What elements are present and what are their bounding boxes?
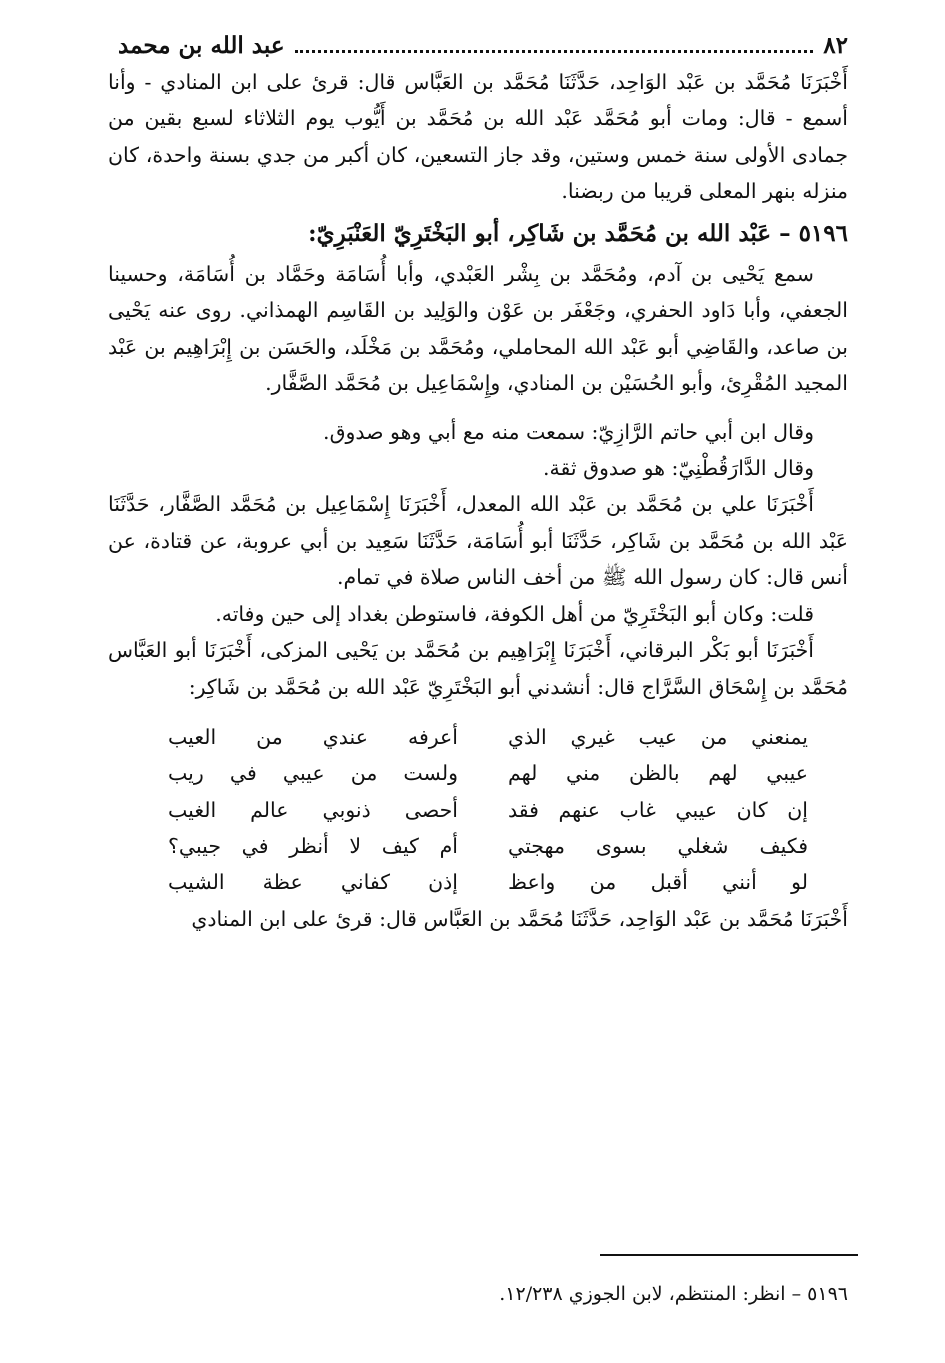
footnote: ٥١٩٦ – انظر: المنتظم، لابن الجوزي ١٢/٢٣٨. xyxy=(499,1283,848,1305)
poem-second-hemistich: ولست من عيبي في ريب xyxy=(168,761,458,786)
poem-verse xyxy=(108,792,848,828)
poem-verse xyxy=(108,719,848,755)
header-dot-leader xyxy=(295,38,814,53)
poem-first-hemistich: فكيف شغلي بسوى مهجتي xyxy=(508,834,808,859)
poem-first-hemistich: لو أنني أقبل من واعظ xyxy=(508,870,808,895)
paragraph-6: قلت: وكان أبو البَخْتَرِيّ من أهل الكوفة، فاستوطن بغداد إلى حين وفاته. xyxy=(215,601,814,626)
poem-first-hemistich: عيبي لهم بالظن مني لهم xyxy=(508,761,808,786)
poem-second-hemistich: أحصى ذنوبي عالم الغيب xyxy=(168,797,458,822)
paragraph-8: أَخْبَرَنَا مُحَمَّد بن عَبْد الوَاحِد، حَدَّثَنَا مُحَمَّد بن العَبَّاس قال: قرئ على ابن المنادي xyxy=(191,906,848,931)
poem-second-hemistich: أم كيف لا أنظر في جيبي؟ xyxy=(168,834,458,859)
poem-second-hemistich: أعرفه عندي من العيب xyxy=(168,724,458,749)
poem-second-hemistich: إذن كفاني عظة الشيب xyxy=(168,870,458,895)
paragraph-4: وقال الدَّارَقُطْنِيّ: هو صدوق ثقة. xyxy=(543,456,814,481)
page-header xyxy=(118,28,848,62)
poem-verse xyxy=(108,828,848,864)
poem-verse xyxy=(108,864,848,900)
paragraph-3: وقال ابن أبي حاتم الرَّازِيّ: سمعت منه مع أبي وهو صدوق. xyxy=(323,419,814,444)
page-body xyxy=(108,64,848,937)
poem xyxy=(108,719,848,901)
footnote-rule xyxy=(600,1254,858,1256)
poem-verse xyxy=(108,755,848,791)
paragraph-7: أَخْبَرَنَا أبو بَكْر البرقاني، أَخْبَرَنَا إِبْرَاهِيم بن مُحَمَّد بن يَحْيى المزكى، أَخْبَرَنَا أبو العَبَّاس مُحَمَّد بن إِسْحَاق السَّرَّاج قال: أنشدني أبو البَخْتَرِيّ عَبْد الله بن مُحَمَّد بن شَاكِر: xyxy=(108,638,848,699)
running-title: عبد الله بن محمد xyxy=(118,31,285,59)
paragraph-5: أَخْبَرَنَا علي بن مُحَمَّد بن عَبْد الله المعدل، أَخْبَرَنَا إِسْمَاعِيل بن مُحَمَّد الصَّفَّار، حَدَّثَنَا عَبْد الله بن مُحَمَّد بن شَاكِر، حَدَّثَنَا أبو أُسَامَة، حَدَّثَنَا سَعِيد بن أبي عروبة، عن قتادة، عن أنس قال: كان رسول الله ﷺ من أخف الناس صلاة في تمام. xyxy=(108,492,848,590)
poem-first-hemistich: إن كان عيبي غاب عنهم فقد xyxy=(508,797,808,822)
paragraph-1: أَخْبَرَنَا مُحَمَّد بن عَبْد الوَاحِد، حَدَّثَنَا مُحَمَّد بن العَبَّاس قال: قرئ على ابن المنادي - وأنا أسمع - قال: ومات أبو مُحَمَّد عَبْد الله بن مُحَمَّد بن أَيُّوب يوم الثلاثاء لسبع بقين من جمادى الأولى سنة خمس وستين، وقد جاز التسعين، كان أكبر من جدي بسنة واحدة، كان منزله بنهر المعلى قريبا من ربضنا. xyxy=(108,70,848,204)
paragraph-2: سمع يَحْيى بن آدم، ومُحَمَّد بن بِشْر العَبْدي، وأبا أُسَامَة وحَمَّاد بن أُسَامَة، وحسينا الجعفي، وأبا دَاود الحفري، وجَعْفَر بن عَوْن والوَلِيد بن القَاسِم الهمذاني. روى عنه يَحْيى بن صاعد، والقَاضِي أبو عَبْد الله المحاملي، ومُحَمَّد بن مَخْلَد، والحَسَن بن إِبْرَاهِيم بن عَبْد المجيد المُقْرِئ، وأبو الحُسَيْن بن المنادي، وإِسْمَاعِيل بن مُحَمَّد الصَّفَّار. xyxy=(108,262,848,396)
poem-first-hemistich: يمنعني من عيب غيري الذي xyxy=(508,724,808,749)
entry-title: ٥١٩٦ – عَبْد الله بن مُحَمَّد بن شَاكِر، أبو البَخْتَرِيّ العَنْبَرِيّ: xyxy=(308,219,848,247)
page-number: ٨٢ xyxy=(823,31,848,59)
